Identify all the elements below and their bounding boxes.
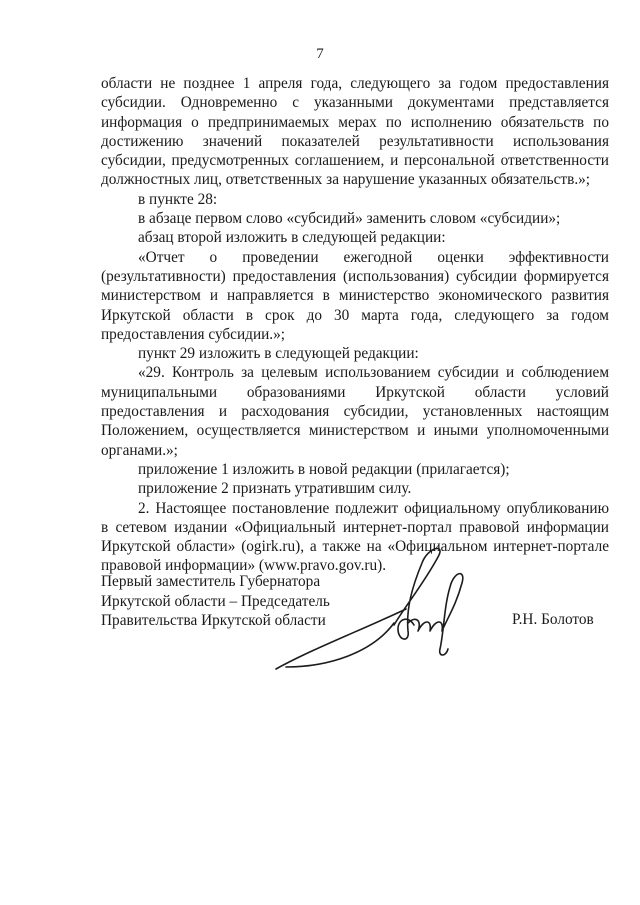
paragraph-6: пункт 29 изложить в следующей редакции: (138, 345, 419, 363)
paragraph-3: в абзаце первом слово «субсидий» заменить словом «субсидии»; (138, 210, 561, 228)
paragraph-4: абзац второй изложить в следующей редакции: (138, 229, 446, 247)
paragraph-9: приложение 2 признать утратившим силу. (138, 480, 412, 498)
paragraph-7: «29. Контроль за целевым использованием субсидии и соблюдением муниципальными образованиями Иркутской области условий предоставления и расходования субсидии, установленных настоящим Положением, осуществляется министерством и иными уполномоченными органами.»; (101, 364, 609, 459)
paragraph-1: области не позднее 1 апреля года, следующего за годом предоставления субсидии. Одновременно с указанными документами представляется информация о предпринимаемых мерах по исполнению обязательств по достижению значений показателей результативности использования субсидии, предусмотренных соглашением, и персональной ответственности должностных лиц, ответственных за нарушение указанных обязательств.»; (101, 75, 609, 189)
paragraph-2: в пункте 28: (138, 190, 218, 208)
handwritten-signature (272, 545, 472, 675)
signer-position-line-1: Первый заместитель Губернатора (101, 573, 321, 590)
document-body (101, 74, 609, 576)
paragraph-10: 2. Настоящее постановление подлежит официальному опубликованию в сетевом издании «Официальный интернет-портал правовой информации Иркутской области» (ogirk.ru), а также на «Официальном интернет-портале правовой информации» (www.pravo.gov.ru). (101, 499, 609, 575)
page-number: 7 (316, 46, 324, 62)
signer-position-line-2: Иркутской области – Председатель (101, 592, 330, 610)
paragraph-5: «Отчет о проведении ежегодной оценки эффективности (результативности) предоставления (использования) субсидии формируется министерством и направляется в министерство экономического развития Иркутской области в срок до 30 марта года, следующего за годом предоставления субсидии.»; (101, 248, 609, 343)
signer-name: Р.Н. Болотов (512, 611, 594, 628)
paragraph-8: приложение 1 изложить в новой редакции (прилагается); (138, 460, 510, 478)
signer-position-line-3: Правительства Иркутской области (101, 612, 326, 629)
